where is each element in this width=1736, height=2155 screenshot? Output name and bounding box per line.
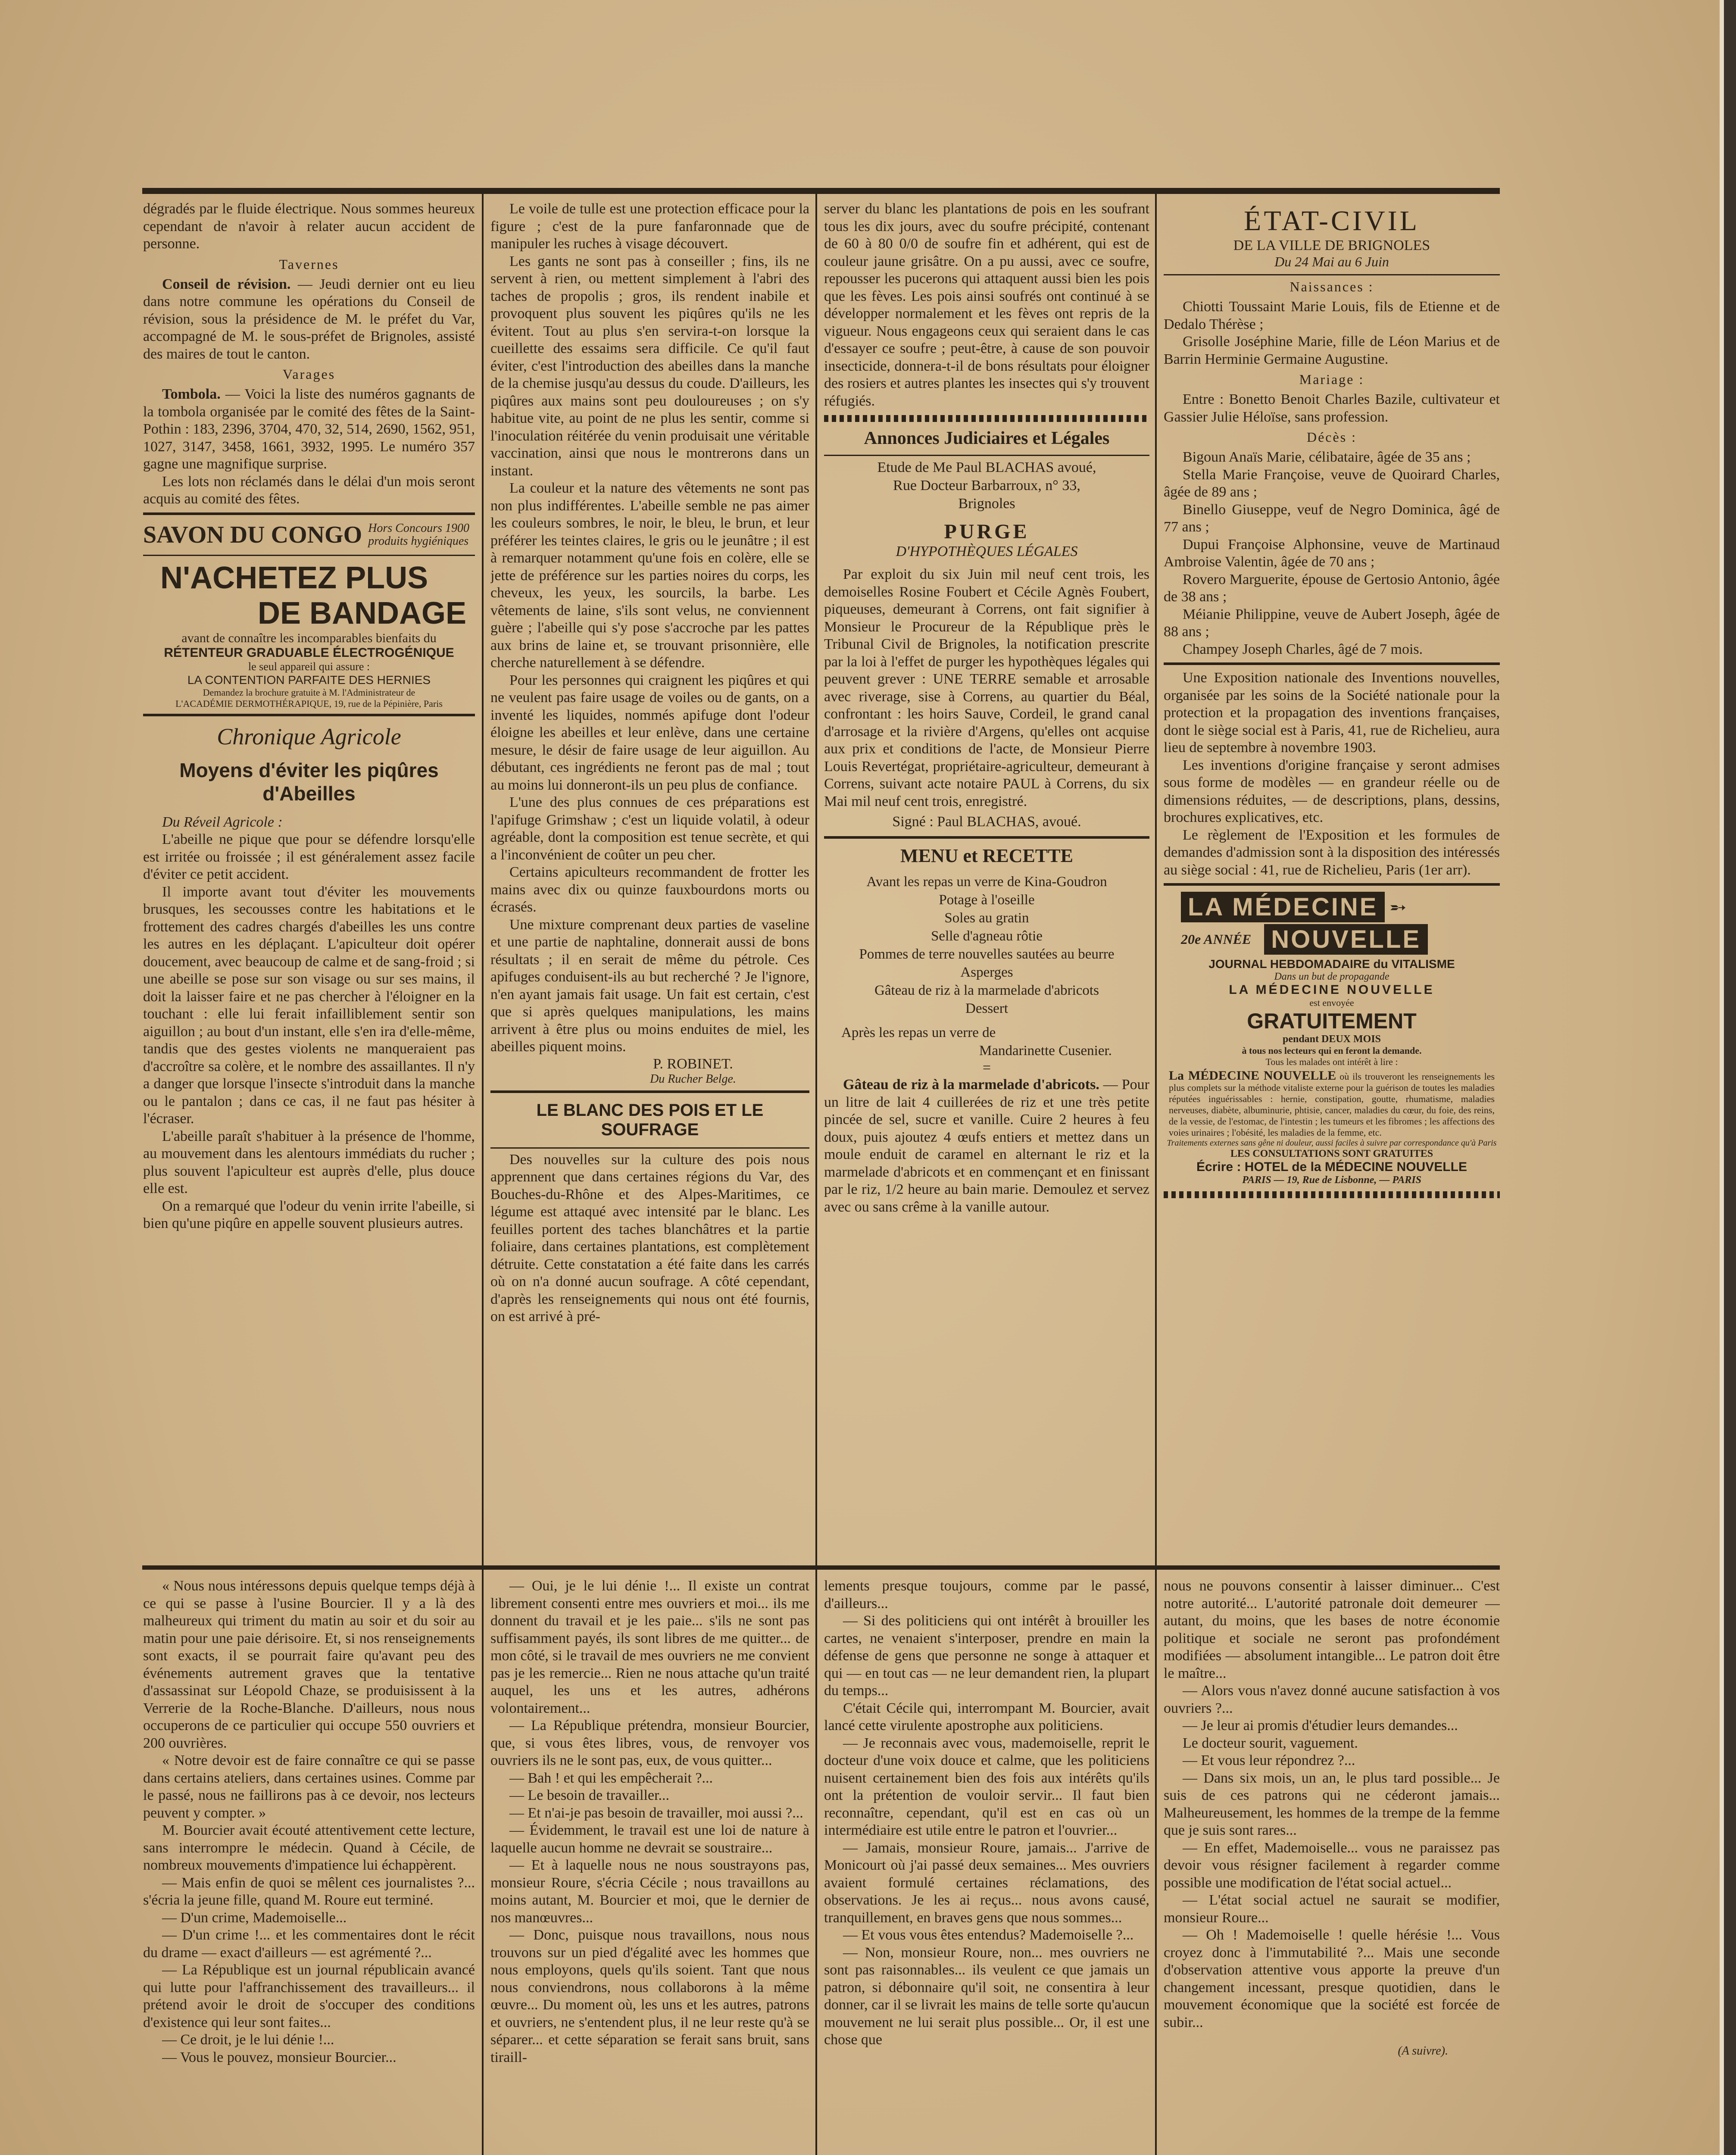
separator: [143, 714, 475, 716]
article-title: Moyens d'éviter les piqûres d'Abeilles: [179, 759, 439, 805]
feuilleton-text: — La République prétendra, monsieur Bourcier, que, si vous êtes libres, vous, de renvoyer vos ouvriers ils ne le sont pas, eux, de vous quitter...: [490, 1718, 809, 1768]
bandage-ad-text: LA CONTENTION PARFAITE DES HERNIES: [187, 673, 431, 687]
medecine-ad-free: GRATUITEMENT: [1247, 1009, 1417, 1033]
menu-item: Selle d'agneau rôtie: [931, 928, 1043, 944]
separator: [490, 1090, 809, 1093]
record-entry: Rovero Marguerite, épouse de Gertosio Antonio, âgée de 38 ans ;: [1164, 571, 1500, 605]
scan-edge-dark: [1724, 0, 1736, 2155]
column-3: [824, 200, 1149, 1558]
feuilleton-text: — Et vous leur répondrez ?...: [1183, 1752, 1355, 1768]
separator: [490, 1147, 809, 1149]
menu-item: Pommes de terre nouvelles sautées au beurre: [859, 946, 1115, 962]
feuilleton-text: — Ce droit, je le lui dénie !...: [162, 2032, 334, 2048]
feuilleton-text: — D'un crime, Mademoiselle...: [162, 1909, 347, 1926]
article-lead: Conseil de révision.: [162, 276, 291, 292]
article-text: [143, 386, 475, 473]
etat-civil-dates: Du 24 Mai au 6 Juin: [1274, 254, 1389, 269]
article-title: LE BLANC DES POIS ET LE SOUFRAGE: [536, 1100, 764, 1139]
etude-line: Etude de Me Paul BLACHAS avoué,: [877, 459, 1096, 475]
page-margin-edge: [1720, 0, 1724, 2155]
article-text: Les lots non réclamés dans le délai d'un mois seront acquis au comité des fêtes.: [143, 473, 475, 507]
bandage-ad-headline-1: N'ACHETEZ PLUS: [160, 560, 428, 595]
article-text: Par exploit du six Juin mil neuf cent trois, les demoiselles Rosine Foubert et Cécile Agnès Foubert, piqueuses, demeurant à Correns, ont fait signifier à Monsieur le Procureur de la République près le Tribunal Civil de Brignoles, la notification prescrite par la loi à l'effet de purger les hypothèques légales qui peuvent grever : UNE TERRE semable et arrosable avec riverage, sise à Correns, au quartier du Béal, confrontant : les hoirs Sauve, Cordeil, le grand canal d'arrosage et la rivière d'Argens, qu'elles ont acquise aux prix et conditions de l'acte, de Monsieur Pierre Louis Revertégat, propriétaire-agriculteur, demeurant à Correns, suivant acte notaire PAUL à Correns, du six Mai mil neuf cent trois, enregistré.: [824, 566, 1149, 809]
decorative-rule: [1164, 1191, 1500, 1198]
menu-item: Potage à l'oseille: [939, 892, 1035, 908]
separator: [824, 836, 1149, 839]
savon-subtitle-2: produits hygiéniques: [368, 534, 469, 548]
record-entry: Méianie Philippine, veuve de Aubert Joseph, âgée de 88 ans ;: [1164, 606, 1500, 640]
record-entry: Grisolle Joséphine Marie, fille de Léon Marius et de Barrin Herminie Germaine Augustine.: [1164, 334, 1500, 367]
feuilleton-text: « Nous nous intéressons depuis quelque temps déjà à ce qui se passe à l'usine Bourcier. Il y a là des malheureux qui triment du matin au soir et du soir au matin pour une paie dérisoire. Et, si nos renseignements sont exacts, il se pourrait faire qu'avant peu des événements autrement graves que la tentative d'assassinat sur Léopold Chaze, se produisissent à la Verrerie de la Roche-Blanche. D'ailleurs, nous nous occuperons de ce particulier qui occupe 550 ouvriers et 200 ouvrières.: [143, 1578, 475, 1751]
to-be-continued: (A suivre).: [1398, 2044, 1448, 2058]
article-text: Il importe avant tout d'éviter les mouvements brusques, les secousses contre les habitations et le frottement des cadres chargés d'abeilles les uns contre les autres en les déplaçant. L'apiculteur doit opérer doucement, avec beaucoup de calme et de sang-froid ; si une abeille se pose sur son visage ou sur ses mains, il doit la laisser faire et ne pas chercher à l'éloigner en la touchant : elle lui ferait infailliblement sentir son aiguillon ; au bout d'un instant, elle s'en ira d'elle-même, tandis que des gestes violents ne manqueraient pas d'accroître sa colère, et le nombre des assaillantes. Il n'y a danger que lorsque l'insecte s'introduit dans la manche ou le pantalon ; dans ce cas, il ne faut pas hésiter à l'écraser.: [143, 884, 475, 1127]
article-signature: P. ROBINET.: [653, 1056, 733, 1072]
etat-civil-subtitle: DE LA VILLE DE BRIGNOLES: [1233, 237, 1430, 253]
etat-civil-title: ÉTAT-CIVIL: [1244, 205, 1420, 237]
feuilleton-text: — D'un crime !... et les commentaires dont le récit du drame — exact d'ailleurs — est agrémenté ?...: [143, 1927, 475, 1961]
medecine-ad-body: [1164, 1070, 1500, 1138]
feuilleton-text: « Notre devoir est de faire connaître ce qui se passe dans certains ateliers, dans certaines usines. Comme par le passé, nous ne faillirons pas à ce devoir, nos lecteurs peuvent y compter. »: [143, 1752, 475, 1821]
article-text: L'une des plus connues de ces préparations est l'apifuge Grimshaw ; c'est un liquide volatil, à odeur agréable, dont la composition est tenue secrète, et qui a l'inconvénient de coûter un peu cher.: [490, 794, 809, 863]
bandage-ad-headline-2: DE BANDAGE: [257, 596, 466, 631]
feuilleton-col-1: [143, 1577, 475, 2155]
article-text: Les gants ne sont pas à conseiller ; fins, ils ne servent à rien, ou mettent simplement à l'abri des taches de propolis ; gros, ils rendent inabile et provoquent plus souvent les piqûres qu'ils ne les évitent. Tout au plus s'en servira-t-on lorsque la cueillette des essaims sera difficile. Ce qu'il faut éviter, c'est l'introduction des abeilles dans la manche de la chemise jusqu'au dessus du coude. D'ailleurs, les piqûres aux mains sont peu douloureuses ; on s'y habitue vite, au point de ne plus les sentir, comme si l'inoculation réitérée du venin produisait une véritable vaccination, ainsi que nous le montrerons dans un instant.: [490, 253, 809, 479]
article-lead: Tombola.: [162, 386, 221, 402]
feuilleton-text: — Et à laquelle nous ne nous soustrayons pas, monsieur Roure, s'écria Cécile ; nous travaillons au moins autant, M. Bourcier et moi, que le dernier de nos manœuvres...: [490, 1857, 809, 1926]
feuilleton-col-3: [824, 1577, 1149, 2155]
bandage-ad-text: le seul appareil qui assure :: [248, 660, 370, 673]
feuilleton-text: C'était Cécile qui, interrompant M. Bourcier, avait lancé cette virulente apostrophe aux politiciens.: [824, 1700, 1149, 1733]
recipe-title: Gâteau de riz à la marmelade d'abricots.: [843, 1077, 1099, 1093]
bandage-ad-product: RÉTENTEUR GRADUABLE ÉLECTROGÉNIQUE: [164, 645, 454, 660]
medecine-ad: [1164, 892, 1500, 1186]
record-entry: Entre : Bonetto Benoit Charles Bazile, cultivateur et Gassier Julie Héloïse, sans profession.: [1164, 391, 1500, 425]
feuilleton-text: — Et n'ai-je pas besoin de travailler, moi aussi ?...: [509, 1805, 803, 1821]
menu-heading: MENU et RECETTE: [900, 845, 1073, 866]
menu-item: Mandarinette Cusenier.: [979, 1043, 1112, 1059]
medecine-ad-header: [1164, 892, 1500, 922]
feuilleton-text: Le docteur sourit, vaguement.: [1183, 1735, 1358, 1751]
menu-item: Asperges: [960, 965, 1013, 980]
purge-title: PURGE: [944, 520, 1030, 543]
section-heading: Décès :: [1306, 429, 1357, 445]
column-rule-1: [482, 194, 484, 2155]
medecine-ad-address: PARIS — 19, Rue de Lisbonne, — PARIS: [1242, 1174, 1421, 1186]
article-text: Une Exposition nationale des Inventions nouvelles, organisée par les soins de la Société nationale pour la protection et la propagation des inventions françaises, dont le siège social est à Paris, 41, rue de Richelieu, aura lieu de septembre à novembre 1903.: [1164, 670, 1500, 756]
article-source: Du Rucher Belge.: [650, 1072, 736, 1086]
article-text: La couleur et la nature des vêtements ne sont pas non plus indifférentes. L'abeille semble ne pas aimer les couleurs sombres, le noir, le bleu, le brun, et leur préférer les teintes claires, le gris ou le jeunâtre ; il est à remarquer notamment qu'une fois en colère, elle se jette de préférence sur les parties noires du corps, les cheveux, les yeux, les sourcils, la barbe. Les vêtements de laine, s'ils sont velus, ne conviennent guère ; l'abeille qui s'y pose s'accroche par les pattes aux brins de laine et, se trouvant prisonnière, elle cherche naturellement à se défendre.: [490, 480, 809, 671]
menu-item: Gâteau de riz à la marmelade d'abricots: [874, 983, 1099, 998]
article-text: dégradés par le fluide électrique. Nous sommes heureux cependant de n'avoir à relater aucun accident de personne.: [143, 201, 475, 252]
record-entry: Champey Joseph Charles, âgé de 7 mois.: [1183, 641, 1423, 657]
medecine-ad-text: pendant DEUX MOIS: [1282, 1034, 1381, 1045]
feuilleton-text: — Oui, je le lui dénie !... Il existe un contrat librement consenti entre mes ouvriers et moi... ils me donnent du travail et je les paie... s'ils ne sont pas suffisamment payés, ils sont libres de me quitter... de mon côté, si le travail de mes ouvriers ne me convient pas je les remercie... Rien ne nous attache qu'un traité auquel, les uns et les autres, adhérons volontairement...: [490, 1578, 809, 1716]
etude-line: Brignoles: [958, 496, 1015, 512]
article-body: — Jeudi dernier ont eu lieu dans notre commune les opérations du Conseil de révision, sous la présidence de M. le préfet du Var, accompagné de M. le sous-préfet de Brignoles, assisté des maires de tout le canton.: [143, 276, 475, 362]
medecine-ad-name: La MÉDECINE NOUVELLE: [1169, 1068, 1336, 1083]
medecine-ad-text: Dans un but de propagande: [1274, 971, 1389, 982]
feuilleton-text: — Alors vous n'avez donné aucune satisfaction à vos ouvriers ?...: [1164, 1683, 1500, 1716]
announcements-heading: Annonces Judiciaires et Légales: [864, 428, 1110, 448]
article-text: Une mixture comprenant deux parties de vaseline et une partie de naphtaline, donnerait aussi de bons résultats ; il en serait de même du pétrole. Ces apifuges conduisent-ils au but recherché ? Je l'ignore, n'en ayant jamais fait usage. Un fait est certain, c'est que si après quelques manipulations, les mains arrivent à être plus ou moins enduites de miel, les abeilles piquent moins.: [490, 916, 809, 1055]
bandage-ad-text: L'ACADÉMIE DERMOTHÉRAPIQUE, 19, rue de la Pépinière, Paris: [175, 698, 443, 709]
article-source: Du Réveil Agricole :: [162, 814, 283, 830]
feuilleton-text: — Le besoin de travailler...: [509, 1787, 670, 1803]
feuilleton-text: — Oh ! Mademoiselle ! quelle hérésie !... Vous croyez donc à l'immutabilité ?... Mais une seconde d'observation attentive vous apporte la preuve d'un changement incessant, presque quotidien, dans le mouvement économique que la société est forcée de subir...: [1164, 1927, 1500, 2030]
separator: [1164, 274, 1500, 275]
feuilleton-col-4: [1164, 1577, 1500, 2155]
bandage-ad: [143, 560, 475, 709]
medecine-ad-text: JOURNAL HEBDOMADAIRE du VITALISME: [1208, 957, 1455, 971]
recipe-text: [824, 1076, 1149, 1216]
feuilleton-text: — Bah ! et qui les empêcherait ?...: [509, 1770, 713, 1786]
feuilleton-text: — Donc, puisque nous travaillons, nous nous trouvons sur un pied d'égalité avec les hommes que nous employons, quels qu'ils soient. Tant que nous nous conviendrons, nous collaborons à la même œuvre... Du moment où, les uns et les autres, patrons et ouvriers, ne s'entendent plus, il ne leur reste qu'à se séparer... et cette séparation se ferait sans bruit, sans tiraill-: [490, 1927, 809, 2065]
separator: [143, 555, 475, 556]
purge-subtitle: D'HYPOTHÈQUES LÉGALES: [896, 543, 1078, 559]
medecine-logo-2: NOUVELLE: [1264, 924, 1428, 955]
feuilleton-text: — La République est un journal républicain avancé qui lutte pour l'affranchissement des travailleurs... il prétend avoir le droit de s'occuper des conditions d'existence qui leur sont faites...: [143, 1962, 475, 2030]
medecine-ad-text: à tous nos lecteurs qui en feront la demande.: [1242, 1045, 1422, 1056]
feuilleton-rule: [142, 1565, 1500, 1570]
separator: [143, 512, 475, 515]
savon-ad: [143, 521, 475, 549]
article-text: Le règlement de l'Exposition et les formules de demandes d'admission sont à la disposition des intéressés au siège social : 41, rue de Richelieu, Paris (1er arr).: [1164, 827, 1500, 878]
section-heading: Tavernes: [279, 256, 339, 272]
article-text: Les inventions d'origine française y seront admises sous forme de modèles — en grandeur réelle ou de dimensions réduites, — de descriptions, plans, dessins, brochures explicatives, etc.: [1164, 757, 1500, 825]
medecine-ad-text: LES CONSULTATIONS SONT GRATUITES: [1230, 1148, 1433, 1159]
feuilleton-text: — Non, monsieur Roure, non... mes ouvriers ne sont pas raisonnables... ils veulent ce que jamais un patron, si débonnaire qu'il soit, ne consentira à leur donner, car il se livrait les mains de telle sorte qu'aucun mouvement ne lui serait plus possible... Or, il est une chose que: [824, 1944, 1149, 2048]
separator: [1164, 883, 1500, 886]
etude-line: Rue Docteur Barbarroux, n° 33,: [893, 478, 1080, 493]
feuilleton-text: — Je leur ai promis d'étudier leurs demandes...: [1183, 1718, 1458, 1733]
record-entry: Binello Giuseppe, veuf de Negro Dominica, âgé de 77 ans ;: [1164, 501, 1500, 535]
article-text: On a remarqué que l'odeur du venin irrite l'abeille, si bien qu'une piqûre en appelle souvent plusieurs autres.: [143, 1198, 475, 1231]
record-entry: Dupui Françoise Alphonsine, veuve de Martinaud Ambroise Valentin, âgée de 70 ans ;: [1164, 536, 1500, 570]
divider-mark: =: [982, 1060, 991, 1076]
column-2: [490, 200, 809, 1558]
section-heading: Mariage :: [1299, 372, 1364, 387]
article-text: L'abeille ne pique que pour se défendre lorsqu'elle est irritée ou froissée ; il est généralement assez facile d'éviter ce petit accident.: [143, 831, 475, 882]
record-entry: Bigoun Anaïs Marie, célibataire, âgée de 35 ans ;: [1183, 449, 1471, 465]
feuilleton-text: lements presque toujours, comme par le passé, d'ailleurs...: [824, 1578, 1149, 1612]
bandage-ad-text: avant de connaître les incomparables bienfaits du: [181, 631, 437, 645]
medecine-ad-text: Tous les malades ont intérêt à lire :: [1265, 1056, 1398, 1067]
feuilleton-text: — Je reconnais avec vous, mademoiselle, reprit le docteur d'une voix douce et calme, que les politiciens nuisent certainement bien des fois aux intérêts qu'ils ont la prétention de vouloir servir... Il faut bien reconnaître, cependant, qu'il est en cas où un intermédiaire est utile entre le patron et l'ouvrier...: [824, 1735, 1149, 1838]
menu-item: Après les repas un verre de: [841, 1025, 996, 1040]
article-text: Le voile de tulle est une protection efficace pour la figure ; c'est de la pure fanfaronnade que de manipuler les ruches à visage découvert.: [490, 201, 809, 252]
medecine-ad-contact: Écrire : HOTEL de la MÉDECINE NOUVELLE: [1196, 1160, 1467, 1174]
article-body: — Voici la liste des numéros gagnants de la tombola organisée par le comité des fêtes de la Saint-Pothin : 183, 2396, 3704, 470, 32, 514, 2690, 1562, 951, 1027, 3147, 3458, 1661, 3932, 1995. Le numéro 357 gagne une magnifique surprise.: [143, 386, 475, 472]
separator: [1164, 662, 1500, 665]
feuilleton-text: — Mais enfin de quoi se mêlent ces journalistes ?... s'écria la jeune fille, quand M. Roure eut terminé.: [143, 1874, 475, 1908]
decorative-rule: [824, 415, 1149, 422]
column-rule-2: [815, 194, 817, 2155]
savon-subtitle-1: Hors Concours 1900: [368, 521, 470, 535]
medecine-ad-text: LA MÉDECINE NOUVELLE: [1229, 983, 1435, 997]
separator: [824, 455, 1149, 456]
record-entry: Stella Marie Françoise, veuve de Quoirard Charles, âgée de 89 ans ;: [1164, 466, 1500, 500]
arrow-icon: ➵: [1389, 896, 1407, 919]
feuilleton-text: — Si des politiciens qui ont intérêt à brouiller les cartes, ne venaient s'interposer, prendre en main la défense de gens que personne ne songe à attaquer et qui — en tout cas — ne leur demandent rien, la plupart du temps...: [824, 1613, 1149, 1699]
recipe-body: — Pour un litre de lait 4 cuillerées de riz et une très petite pincée de sel, sucre et vanille. Cuire 2 heures à feu doux, puis ajoutez 4 œufs entiers et mettez dans un moule enduit de caramel en alternant le riz et la marmelade d'abricots et en commençant et en finissant par le riz, 1/2 heure au bain marie. Demoulez et servez avec ou sans crême à la vanille autour.: [824, 1077, 1149, 1215]
menu-item: Avant les repas un verre de Kina-Goudron: [866, 874, 1107, 890]
column-rule-3: [1155, 194, 1157, 2155]
record-entry: Chiotti Toussaint Marie Louis, fils de Etienne et de Dedalo Thérèse ;: [1164, 299, 1500, 332]
article-text: [143, 276, 475, 363]
article-text: Pour les personnes qui craignent les piqûres et qui ne veulent pas faire usage de voiles ou de gants, on a inventé les liquides, nommés apifuge dont l'odeur éloigne les abeilles et leur enlève, dans une certaine mesure, le désir de faire usage de leur aiguillon. Au débutant, ces ingrédients ne feront pas de mal ; tout au moins lui donneront-ils un peu plus de confiance.: [490, 672, 809, 793]
savon-subtitle: [368, 522, 469, 548]
feuilleton-col-2: [490, 1577, 809, 2155]
feuilleton-text: nous ne pouvons consentir à laisser diminuer... C'est notre autorité... L'autorité patronale doit demeurer — autant, du moins, que les bases de notre économie politique et sociale ne seront pas profondément modifiées — absolument intangible... Le patron doit être le maître...: [1164, 1578, 1500, 1681]
article-text: Certains apiculteurs recommandent de frotter les mains avec dix ou quinze fauxbourdons morts ou écrasés.: [490, 864, 809, 915]
article-text: server du blanc les plantations de pois en les soufrant tous les dix jours, avec du soufre précipité, contenant de 60 à 80 0/0 de soufre fin et adhérent, qui est de couleur jaune grisâtre. On a pu aussi, avec ce soufre, repousser les pucerons qui attaquent aussi bien les pois que les fèves. Les pois ainsi soufrés ont continué à se développer normalement et les fèves ont repris de la vigueur. Nous engageons ceux qui seraient dans le cas d'essayer ce soufre ; peut-être, à cause de son pouvoir insecticide, donnera-t-il de bons résultats pour éloigner des rosiers et autres plantes les insectes qui s'y trouvent réfugiés.: [824, 201, 1149, 409]
menu-item: Dessert: [965, 1001, 1008, 1016]
feuilleton-text: M. Bourcier avait écouté attentivement cette lecture, sans interrompre le médecin. Quand à Cécile, de nombreux mouvements d'impatience lui échappèrent.: [143, 1822, 475, 1873]
feuilleton-text: — Évidemment, le travail est une loi de nature à laquelle aucun homme ne devrait se soustraire...: [490, 1822, 809, 1856]
medecine-year: 20e ANNÉE: [1181, 931, 1252, 947]
article-text: Des nouvelles sur la culture des pois nous apprennent que dans certaines régions du Var, des Bouches-du-Rhône et des Alpes-Maritimes, ce légume est attaqué avec intensité par le blanc. Les feuilles portent des taches blanchâtres et la partie foliaire, dans certaines plantations, est complètement détruite. Cette constatation a été faite dans les carrés où on n'a donné aucun soufrage. A côté cependant, d'après les renseignements qui nous ont été fournis, on est arrivé à pré-: [490, 1151, 809, 1324]
savon-title: SAVON DU CONGO: [143, 521, 362, 548]
medecine-logo-1: LA MÉDECINE: [1181, 892, 1385, 922]
feuilleton-text: — Et vous vous êtes entendus? Mademoiselle ?...: [843, 1927, 1134, 1943]
bandage-ad-text: Demandez la brochure gratuite à M. l'Administrateur de: [203, 687, 415, 698]
menu-item: Soles au gratin: [944, 910, 1029, 926]
section-heading: Varages: [282, 366, 336, 382]
medecine-ad-description: où ils trouveront les renseignements les plus complets sur la méthode vitaliste externe pour la guérison de toutes les maladies réputées inguérissables : hernie, constipation, goutte, rhumatisme, maladies nerveuses, diabète, albuminurie, phtisie, cancer, maladies du cœur, du foie, des reins, de la vessie, de l'estomac, de l'intestin ; les tumeurs et les fibromes ; les affections des voies urinaires ; l'obésité, les maladies de la femme, etc.: [1169, 1071, 1495, 1138]
section-heading: Naissances :: [1290, 279, 1374, 294]
medecine-ad-header-2: [1164, 924, 1500, 955]
medecine-ad-text: Traitements externes sans gêne ni douleur, aussi faciles à suivre par correspondance qu'à Paris: [1167, 1138, 1497, 1148]
chronique-heading: Chronique Agricole: [217, 723, 401, 750]
column-1: [143, 200, 475, 1558]
feuilleton-text: — Jamais, monsieur Roure, jamais... J'arrive de Monicourt où j'ai passé deux semaines... Mes ouvriers avaient formulé certaines réclamations, des observations. Je les ai reçus... nous avons causé, tranquillement, en braves gens que nous sommes...: [824, 1840, 1149, 1926]
top-rule: [142, 188, 1500, 194]
feuilleton-text: — Dans six mois, un an, le plus tard possible... Je suis de ces patrons qui ne céderont jamais... Malheureusement, les hommes de la trempe de la femme que je suis sont rares...: [1164, 1770, 1500, 1838]
feuilleton-text: — En effet, Mademoiselle... vous ne paraissez pas devoir vous résigner facilement à regarder comme possible une modification de l'état social actuel...: [1164, 1840, 1500, 1891]
article-text: L'abeille paraît s'habituer à la présence de l'homme, au mouvement dans les alentours immédiats du rucher ; plus souvent l'apiculteur est auprès d'elle, plus douce elle est.: [143, 1128, 475, 1196]
feuilleton-text: — L'état social actuel ne saurait se modifier, monsieur Roure...: [1164, 1892, 1500, 1926]
medecine-ad-text: est envoyée: [1309, 997, 1354, 1008]
signature: Signé : Paul BLACHAS, avoué.: [892, 814, 1081, 830]
feuilleton-text: — Vous le pouvez, monsieur Bourcier...: [162, 2049, 397, 2065]
column-4: [1164, 200, 1500, 1562]
